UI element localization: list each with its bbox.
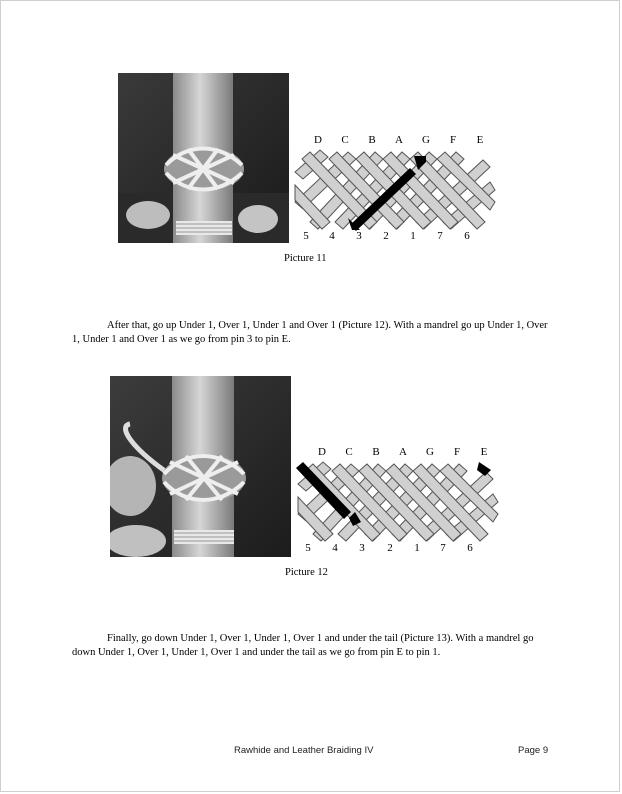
braid-diagram-12 [293, 442, 503, 557]
pin-label-3: 3 [356, 230, 362, 242]
pin-label-F: F [453, 446, 461, 458]
bottom-pin-labels [303, 230, 470, 242]
pin-label-E: E [476, 134, 484, 146]
pin-label-1: 1 [410, 230, 416, 242]
pin-label-5: 5 [305, 542, 311, 554]
pin-label-A: A [395, 134, 403, 146]
pin-label-3: 3 [359, 542, 365, 554]
pin-label-D: D [314, 134, 322, 146]
braid-diagram-11 [290, 130, 500, 245]
pin-label-1: 1 [414, 542, 420, 554]
pin-label-C: C [341, 134, 349, 146]
bottom-pin-labels [305, 542, 473, 554]
pin-label-A: A [399, 446, 407, 458]
pin-label-2: 2 [387, 542, 393, 554]
footer-page-number: Page 9 [518, 745, 549, 756]
pin-label-5: 5 [303, 230, 309, 242]
caption-picture-11: Picture 11 [284, 253, 327, 264]
paragraph-finally: Finally, go down Under 1, Over 1, Under 1, Over 1 and under the tail (Picture 13). With a mandrel go down Under 1, Over 1, Under 1, Over 1 and under the tail as we go from pin E to pin 1. [72, 633, 534, 658]
pin-label-C: C [345, 446, 353, 458]
pin-label-4: 4 [329, 230, 335, 242]
pin-label-B: B [372, 446, 380, 458]
pin-label-7: 7 [437, 230, 443, 242]
pin-label-B: B [368, 134, 376, 146]
pin-label-G: G [422, 134, 430, 146]
top-pin-labels [314, 134, 484, 146]
footer-title: Rawhide and Leather Braiding IV [234, 745, 374, 756]
pin-label-6: 6 [467, 542, 473, 554]
pin-label-7: 7 [440, 542, 446, 554]
pin-label-G: G [426, 446, 434, 458]
top-pin-labels [318, 446, 488, 458]
pin-label-E: E [480, 446, 488, 458]
pin-label-D: D [318, 446, 326, 458]
caption-picture-12: Picture 12 [285, 567, 328, 578]
pin-label-4: 4 [332, 542, 338, 554]
photo-picture-12 [110, 376, 291, 557]
pin-label-2: 2 [383, 230, 389, 242]
pin-label-F: F [449, 134, 457, 146]
paragraph-after-that: After that, go up Under 1, Over 1, Under 1 and Over 1 (Picture 12). With a mandrel go up Under 1, Over 1, Under 1 and Over 1 as we go from pin 3 to pin E. [72, 320, 548, 345]
pin-label-6: 6 [464, 230, 470, 242]
photo-picture-11 [118, 73, 289, 243]
